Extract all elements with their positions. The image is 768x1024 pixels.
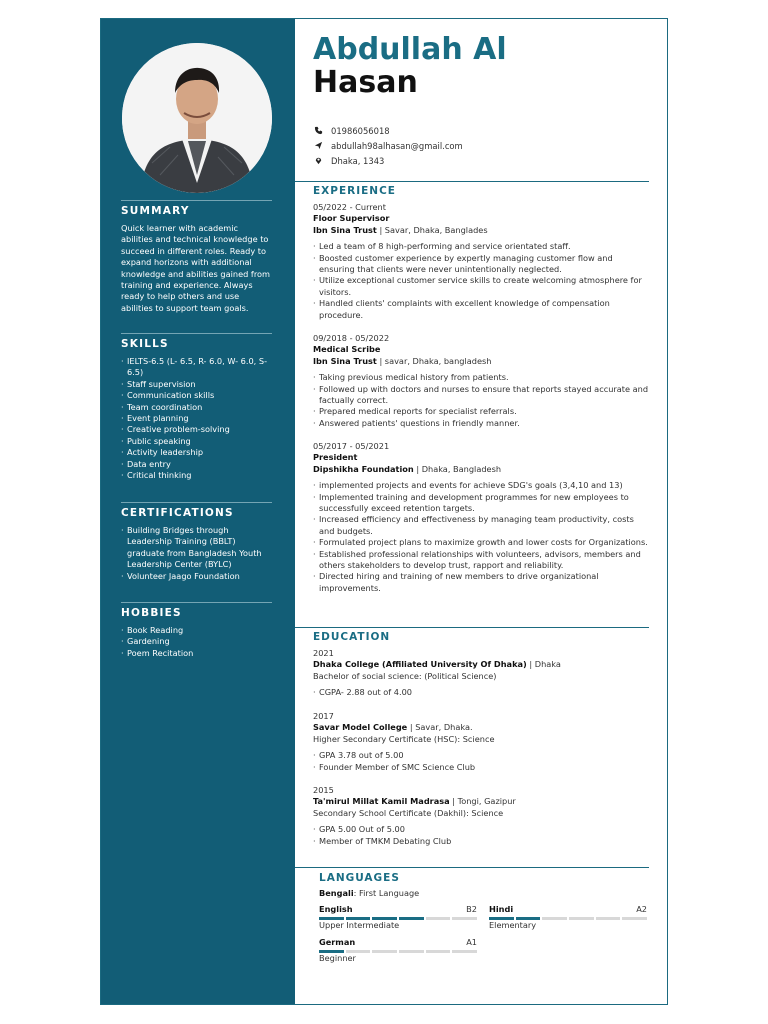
education-bullets bbox=[313, 687, 649, 698]
summary-section bbox=[121, 200, 272, 314]
skill-item: · Public speaking bbox=[121, 436, 272, 447]
education-school bbox=[313, 659, 649, 670]
skill-item: · IELTS-6.5 (L- 6.5, R- 6.0, W- 6.0, S- 6.5) bbox=[121, 356, 272, 379]
job-bullet: · Utilize exceptional customer service skills to create welcoming atmosphere for visitors. bbox=[313, 275, 649, 298]
school-location: | Tongi, Gazipur bbox=[449, 796, 516, 807]
education-degree: Higher Secondary Certificate (HSC): Science bbox=[313, 733, 495, 744]
language-level-segment bbox=[542, 917, 567, 920]
phone-icon bbox=[313, 126, 323, 136]
hobbies-section bbox=[121, 602, 272, 659]
summary-text: Quick learner with academic abilities and technical knowledge to succeed in different roles. Ready to expand horizons with additional knowledge and abilities gained from training and experience. Always ready to help others and use abilities to support team goals. bbox=[121, 223, 270, 313]
certification-item: · Volunteer Jaago Foundation bbox=[121, 571, 272, 582]
job-bullet: · implemented projects and events for achieve SDG's goals (3,4,10 and 13) bbox=[313, 480, 649, 491]
send-icon bbox=[313, 141, 323, 151]
language-level-segment bbox=[452, 950, 477, 953]
language-code: A1 bbox=[466, 937, 477, 947]
job-bullet: · Established professional relationships with volunteers, advisors, members and others stakeholders to develop trust, rapport and reliability. bbox=[313, 549, 649, 572]
email-address: abdullah98alhasan@gmail.com bbox=[331, 140, 463, 151]
job-organization bbox=[313, 464, 649, 475]
skill-item: · Event planning bbox=[121, 413, 272, 424]
language-level-segment bbox=[596, 917, 621, 920]
job-location: | Dhaka, Bangladesh bbox=[413, 463, 502, 474]
education-year: 2015 bbox=[313, 785, 334, 795]
language-level-text: Beginner bbox=[319, 953, 356, 963]
divider bbox=[121, 602, 272, 603]
resume-page bbox=[100, 18, 668, 1005]
experience-item bbox=[313, 333, 649, 429]
school-location: | Dhaka bbox=[526, 659, 561, 670]
skill-item: · Creative problem-solving bbox=[121, 424, 272, 435]
language-level-segment bbox=[399, 950, 424, 953]
language-level-text: Upper Intermediate bbox=[319, 920, 400, 930]
language-code: A2 bbox=[636, 904, 647, 914]
job-bullet: · Formulated project plans to maximize growth and lower costs for Organizations. bbox=[313, 537, 649, 548]
hobbies-title: HOBBIES bbox=[121, 607, 182, 619]
education-bullets bbox=[313, 824, 649, 847]
job-bullets bbox=[313, 480, 649, 594]
education-bullet: · GPA 3.78 out of 5.00 bbox=[313, 750, 649, 761]
language-level-text: Elementary bbox=[489, 920, 537, 930]
first-name: Abdullah Al bbox=[313, 32, 507, 67]
summary-title: SUMMARY bbox=[121, 205, 190, 217]
certifications-list bbox=[121, 525, 272, 582]
education-item bbox=[313, 785, 649, 847]
language-head bbox=[319, 937, 477, 948]
job-bullet: · Implemented training and development programmes for new employees to successfully exceed retention targets. bbox=[313, 492, 649, 515]
last-name: Hasan bbox=[313, 65, 418, 100]
language-code: B2 bbox=[466, 904, 477, 914]
job-bullet: · Handled clients' complaints with excellent knowledge of compensation procedure. bbox=[313, 298, 649, 321]
job-bullet: · Led a team of 8 high-performing and service orientated staff. bbox=[313, 241, 649, 252]
language-level-segment bbox=[452, 917, 477, 920]
education-year: 2021 bbox=[313, 648, 334, 658]
language-item bbox=[489, 904, 647, 931]
job-bullet: · Directed hiring and training of new members to drive organizational improvements. bbox=[313, 571, 649, 594]
language-level-segment bbox=[569, 917, 594, 920]
sidebar bbox=[101, 19, 295, 1004]
school-name: Dhaka College (Affiliated University Of Dhaka) bbox=[313, 659, 527, 670]
job-bullet: · Increased efficiency and effectiveness by managing team productivity, costs and budgets. bbox=[313, 514, 649, 537]
section-divider bbox=[295, 867, 649, 868]
job-role: Floor Supervisor bbox=[313, 213, 390, 224]
language-level-segment bbox=[426, 950, 451, 953]
divider bbox=[121, 333, 272, 334]
job-date: 09/2018 - 05/2022 bbox=[313, 333, 390, 343]
skill-item: · Data entry bbox=[121, 459, 272, 470]
hobbies-list bbox=[121, 625, 272, 659]
school-name: Savar Model College bbox=[313, 722, 408, 733]
education-bullet: · Member of TMKM Debating Club bbox=[313, 836, 649, 847]
hobby-item: · Gardening bbox=[121, 636, 272, 647]
hobby-item: · Poem Recitation bbox=[121, 648, 272, 659]
job-bullet: · Boosted customer experience by expertly managing customer flow and ensuring that clients were never unintentionally neglected. bbox=[313, 253, 649, 276]
job-location: | Savar, Dhaka, Banglades bbox=[376, 224, 488, 235]
job-organization bbox=[313, 356, 649, 367]
language-item bbox=[319, 937, 477, 964]
skills-list bbox=[121, 356, 272, 481]
contact-location bbox=[313, 153, 463, 168]
language-head bbox=[319, 904, 477, 915]
job-bullet: · Followed up with doctors and nurses to ensure that reports stayed accurate and factually correct. bbox=[313, 384, 649, 407]
education-title: EDUCATION bbox=[313, 631, 391, 643]
job-bullets bbox=[313, 372, 649, 429]
candidate-name bbox=[313, 33, 507, 99]
skill-item: · Critical thinking bbox=[121, 470, 272, 481]
hobby-item: · Book Reading bbox=[121, 625, 272, 636]
education-item bbox=[313, 711, 649, 773]
school-name: Ta'mirul Millat Kamil Madrasa bbox=[313, 796, 450, 807]
experience-title: EXPERIENCE bbox=[313, 185, 396, 197]
education-bullet: · CGPA- 2.88 out of 4.00 bbox=[313, 687, 649, 698]
map-pin-icon bbox=[313, 156, 323, 166]
native-language-note: : First Language bbox=[353, 888, 420, 898]
section-divider bbox=[295, 627, 649, 628]
language-item bbox=[319, 904, 477, 931]
education-bullets bbox=[313, 750, 649, 773]
phone-number: 01986056018 bbox=[331, 125, 390, 136]
section-divider bbox=[295, 181, 649, 182]
native-language bbox=[319, 888, 419, 899]
profile-photo bbox=[122, 43, 272, 193]
skill-item: · Staff supervision bbox=[121, 379, 272, 390]
experience-item bbox=[313, 202, 649, 321]
language-level-segment bbox=[399, 917, 424, 920]
job-bullet: · Prepared medical reports for specialist referrals. bbox=[313, 406, 649, 417]
contact-phone bbox=[313, 123, 463, 138]
language-level-segment bbox=[372, 950, 397, 953]
language-name: Hindi bbox=[489, 904, 514, 914]
contact-info bbox=[313, 123, 463, 168]
skills-section bbox=[121, 333, 272, 481]
certifications-section bbox=[121, 502, 272, 582]
school-location: | Savar, Dhaka. bbox=[407, 722, 473, 733]
education-school bbox=[313, 796, 649, 807]
job-org-name: Ibn Sina Trust bbox=[313, 355, 377, 366]
location-text: Dhaka, 1343 bbox=[331, 155, 385, 166]
language-name: German bbox=[319, 937, 356, 947]
skills-title: SKILLS bbox=[121, 338, 169, 350]
job-organization bbox=[313, 225, 649, 236]
education-bullet: · GPA 5.00 Out of 5.00 bbox=[313, 824, 649, 835]
skill-item: · Activity leadership bbox=[121, 447, 272, 458]
job-location: | savar, Dhaka, bangladesh bbox=[376, 355, 492, 366]
languages-title: LANGUAGES bbox=[319, 872, 400, 884]
profile-photo-illustration bbox=[122, 43, 272, 193]
language-head bbox=[489, 904, 647, 915]
language-level-segment bbox=[426, 917, 451, 920]
contact-email bbox=[313, 138, 463, 153]
job-date: 05/2017 - 05/2021 bbox=[313, 441, 390, 451]
education-degree: Bachelor of social science: (Political Science) bbox=[313, 670, 497, 681]
language-name: English bbox=[319, 904, 353, 914]
job-date: 05/2022 - Current bbox=[313, 202, 386, 212]
language-level-segment bbox=[622, 917, 647, 920]
divider bbox=[121, 200, 272, 201]
education-item bbox=[313, 648, 649, 699]
education-year: 2017 bbox=[313, 711, 334, 721]
education-school bbox=[313, 722, 649, 733]
skill-item: · Communication skills bbox=[121, 390, 272, 401]
divider bbox=[121, 502, 272, 503]
certifications-title: CERTIFICATIONS bbox=[121, 507, 234, 519]
experience-item bbox=[313, 441, 649, 594]
job-org-name: Ibn Sina Trust bbox=[313, 224, 377, 235]
education-degree: Secondary School Certificate (Dakhil): Science bbox=[313, 807, 504, 818]
job-role: President bbox=[313, 452, 358, 463]
job-bullet: · Taking previous medical history from patients. bbox=[313, 372, 649, 383]
job-bullets bbox=[313, 241, 649, 321]
job-bullet: · Answered patients' questions in friendly manner. bbox=[313, 418, 649, 429]
job-role: Medical Scribe bbox=[313, 344, 381, 355]
job-org-name: Dipshikha Foundation bbox=[313, 463, 414, 474]
education-bullet: · Founder Member of SMC Science Club bbox=[313, 762, 649, 773]
native-language-name: Bengali bbox=[319, 888, 354, 898]
skill-item: · Team coordination bbox=[121, 402, 272, 413]
certification-item: · Building Bridges through Leadership Training (BBLT) graduate from Bangladesh Youth Leadership Center (BYLC) bbox=[121, 525, 272, 571]
